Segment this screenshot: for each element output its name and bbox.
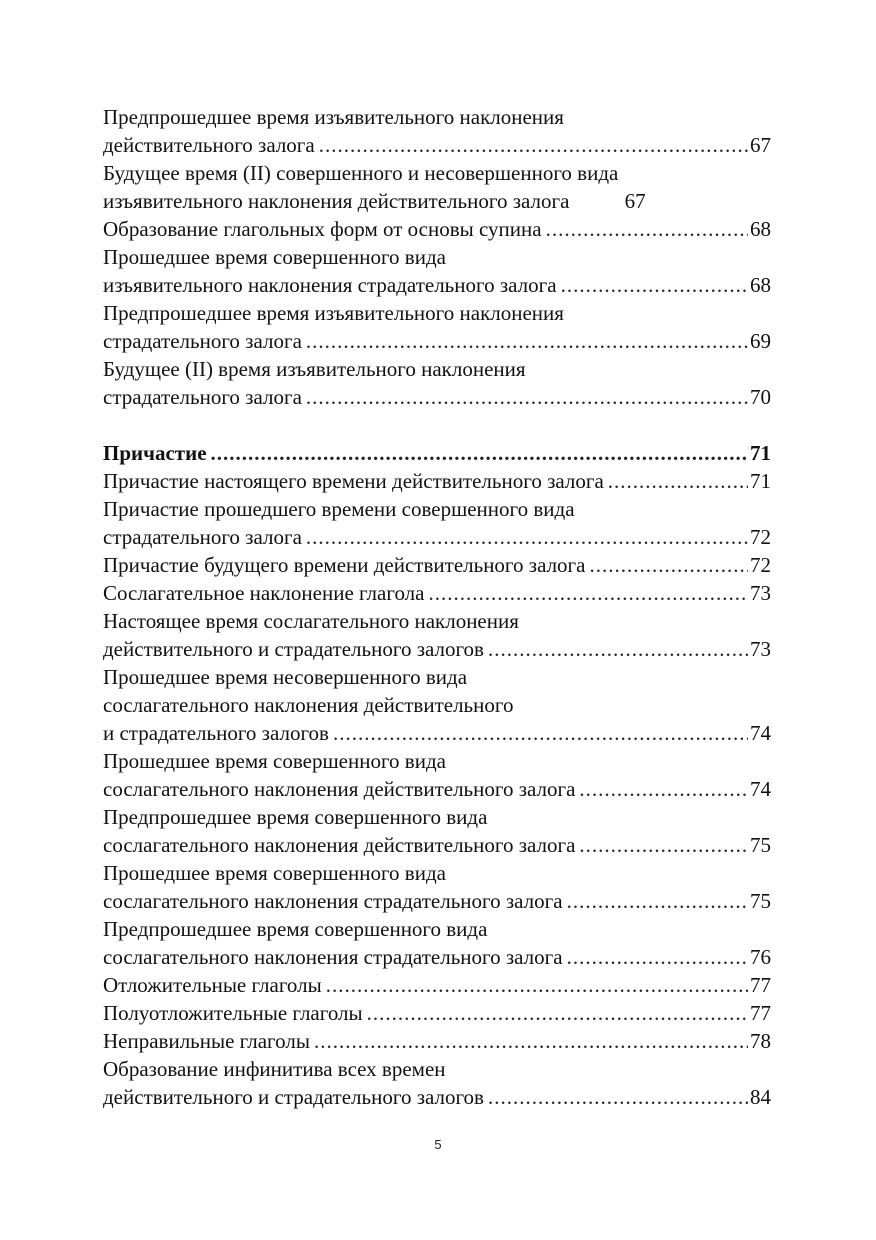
toc-entry-title: Неправильные глаголы: [103, 1029, 310, 1053]
toc-entry[interactable]: [103, 187, 771, 215]
leader-dots: [608, 467, 748, 495]
toc-entry[interactable]: [103, 271, 771, 299]
toc-entry-title: сослагательного наклонения действительного залога: [103, 777, 576, 801]
toc-entry-line: Образование инфинитива всех времен: [103, 1057, 446, 1081]
toc-page-number: 74: [750, 721, 771, 745]
leader-dots: [579, 831, 748, 859]
toc-entry-title: изъявительного наклонения страдательного залога: [103, 273, 557, 297]
leader-dots: [567, 943, 748, 971]
toc-entry-title: действительного и страдательного залогов: [103, 1085, 484, 1109]
toc-page-number: 72: [750, 525, 771, 549]
leader-dots: [579, 775, 748, 803]
leader-dots: [211, 439, 748, 467]
leader-dots: [546, 215, 748, 243]
leader-dots: [319, 131, 748, 159]
leader-dots: [428, 579, 748, 607]
toc-entry-title: сослагательного наклонения страдательного залога: [103, 889, 563, 913]
toc-entry[interactable]: [103, 1083, 771, 1111]
leader-dots: [567, 887, 748, 915]
leader-dots: [488, 1083, 748, 1111]
toc-entry[interactable]: [103, 215, 771, 243]
toc-entry-line: Прошедшее время несовершенного вида: [103, 665, 468, 689]
toc-entry[interactable]: [103, 1027, 771, 1055]
toc-page-number: 78: [750, 1029, 771, 1053]
toc-entry[interactable]: [103, 131, 771, 159]
toc-entry-line: Прошедшее время совершенного вида: [103, 245, 446, 269]
toc-entry-title: страдательного залога: [103, 329, 302, 353]
toc-entry[interactable]: [103, 887, 771, 915]
toc-entry[interactable]: [103, 943, 771, 971]
toc-entry-title: действительного и страдательного залогов: [103, 637, 484, 661]
toc-page-number: 67: [624, 189, 646, 213]
toc-page-number: 76: [750, 945, 771, 969]
toc-entry-title: Причастие будущего времени действительного залога: [103, 553, 586, 577]
toc-entry[interactable]: [103, 551, 771, 579]
toc-entry-title: сослагательного наклонения страдательного залога: [103, 945, 563, 969]
leader-dots: [306, 383, 748, 411]
toc-entry-title: действительного залога: [103, 133, 315, 157]
toc-page-number: 70: [750, 385, 771, 409]
leader-dots: [326, 971, 748, 999]
toc-page-number: 69: [750, 329, 771, 353]
toc-entry-title: сослагательного наклонения действительного залога: [103, 833, 576, 857]
toc-page-number: 67: [750, 133, 771, 157]
toc-entry-title: Образование глагольных форм от основы супина: [103, 217, 542, 241]
toc-entry-line: Предпрошедшее время совершенного вида: [103, 805, 488, 829]
toc-entry-line: Будущее (II) время изъявительного наклонения: [103, 357, 526, 381]
toc-entry-line: Настоящее время сослагательного наклонения: [103, 609, 519, 633]
toc-page-number: 75: [750, 889, 771, 913]
section-gap: [103, 411, 771, 439]
toc-entry-line: Предпрошедшее время совершенного вида: [103, 917, 488, 941]
toc-entry-title: Отложительные глаголы: [103, 973, 322, 997]
toc-entry-line: Прошедшее время совершенного вида: [103, 749, 446, 773]
toc-page-number: 84: [750, 1085, 771, 1109]
toc-entry-line: Предпрошедшее время изъявительного наклонения: [103, 105, 564, 129]
toc-page-number: 71: [750, 469, 771, 493]
toc-entry-title: страдательного залога: [103, 525, 302, 549]
leader-dots: [488, 635, 748, 663]
toc-page-number: 68: [750, 273, 771, 297]
leader-dots: [333, 719, 748, 747]
toc-page-number: 73: [750, 581, 771, 605]
toc-entry[interactable]: [103, 467, 771, 495]
leader-dots: [561, 271, 748, 299]
leader-dots: [590, 551, 749, 579]
toc-entry[interactable]: [103, 831, 771, 859]
leader-dots: [367, 999, 748, 1027]
toc-page-number: 75: [750, 833, 771, 857]
leader-dots: [306, 523, 748, 551]
toc-entry[interactable]: [103, 327, 771, 355]
toc-entry[interactable]: [103, 635, 771, 663]
leader-dots: [306, 327, 748, 355]
toc-entry[interactable]: [103, 999, 771, 1027]
toc-page-number: 71: [750, 441, 771, 465]
toc-entry-title: Полуотложительные глаголы: [103, 1001, 363, 1025]
toc-entry-line: сослагательного наклонения действительного: [103, 693, 514, 717]
toc-entry-title: страдательного залога: [103, 385, 302, 409]
toc-section-heading[interactable]: [103, 439, 771, 467]
toc-entry-title: Сослагательное наклонение глагола: [103, 581, 425, 605]
leader-dots: [314, 1027, 748, 1055]
toc-entry[interactable]: [103, 719, 771, 747]
toc-page-number: 73: [750, 637, 771, 661]
toc-page-number: 68: [750, 217, 771, 241]
toc-entry-title: и страдательного залогов: [103, 721, 329, 745]
toc-entry[interactable]: [103, 579, 771, 607]
toc-entry-line: Предпрошедшее время изъявительного наклонения: [103, 301, 564, 325]
toc-entry[interactable]: [103, 971, 771, 999]
toc-entry-line: Причастие прошедшего времени совершенного вида: [103, 497, 575, 521]
page-number: 5: [434, 1137, 442, 1152]
toc-entry[interactable]: [103, 383, 771, 411]
toc-entry-title: изъявительного наклонения действительного залога: [103, 189, 570, 213]
table-of-contents: [103, 103, 771, 1111]
toc-page-number: 74: [750, 777, 771, 801]
toc-page-number: 77: [750, 973, 771, 997]
toc-page-number: 72: [750, 553, 771, 577]
toc-entry-title: Причастие настоящего времени действительного залога: [103, 469, 604, 493]
toc-entry-title: Причастие: [103, 441, 207, 465]
toc-entry-line: Прошедшее время совершенного вида: [103, 861, 446, 885]
toc-page-number: 77: [750, 1001, 771, 1025]
toc-entry[interactable]: [103, 523, 771, 551]
toc-entry-line: Будущее время (II) совершенного и несовершенного вида: [103, 161, 619, 185]
toc-entry[interactable]: [103, 775, 771, 803]
